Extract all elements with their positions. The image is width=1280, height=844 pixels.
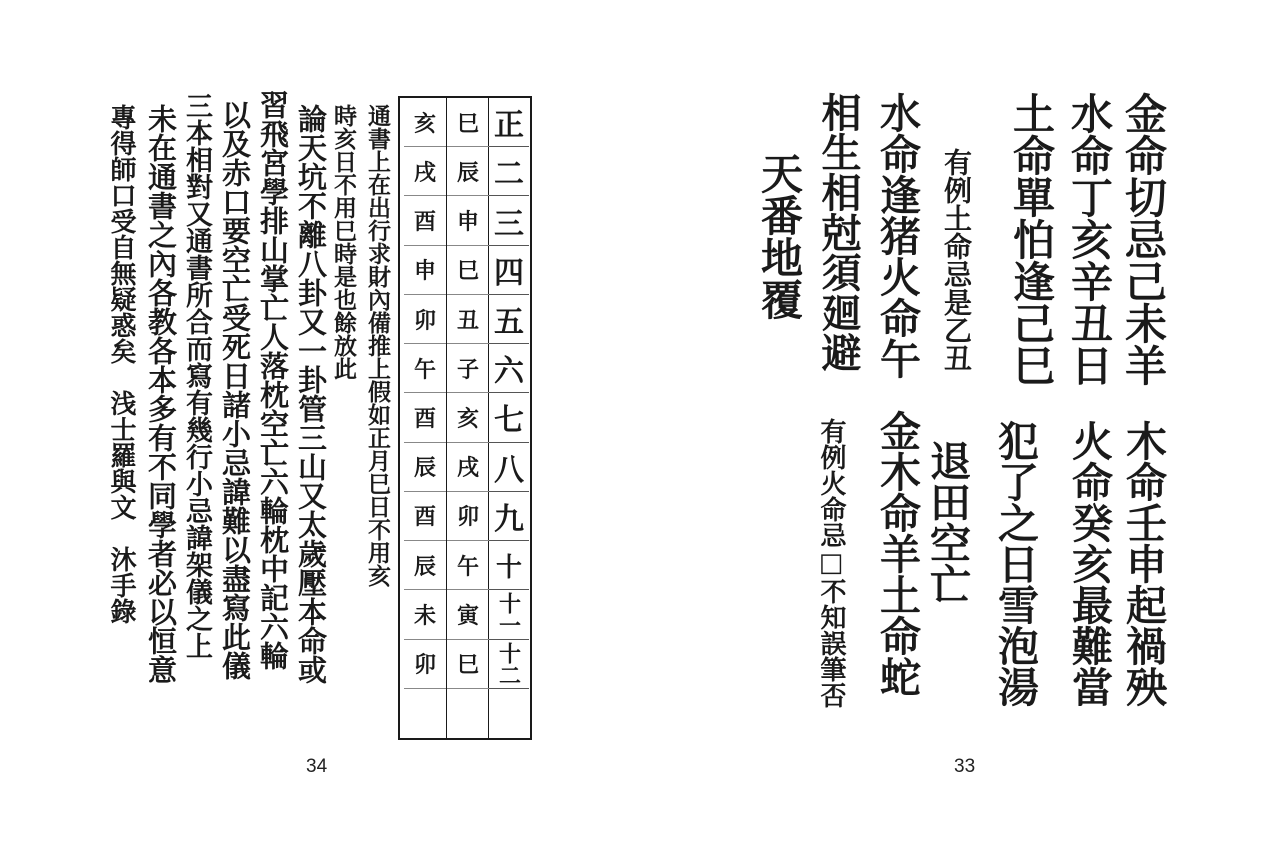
- verse-column-5: 相生相尅須廻避: [815, 92, 862, 372]
- verse-column-2: 水命丁亥辛丑日: [1065, 92, 1114, 386]
- table-cell: [404, 689, 446, 738]
- table-cell: 申: [447, 196, 489, 245]
- table-month-cell: 正: [489, 98, 529, 147]
- text-column-7: 未在通書之內各教各本多有不同學者必以恒意: [144, 104, 178, 684]
- text-column-8: 專得師口受自無疑惑矣 浅士羅與文 沐手錄: [106, 104, 136, 624]
- table-cell: 卯: [447, 492, 489, 541]
- table-cell: 酉: [404, 492, 446, 541]
- table-month-cell: 十一: [489, 590, 529, 639]
- text-column-6: 三本相對又通書所合而寫有幾行小忌諱架儀之上: [181, 92, 212, 659]
- text-column-4: 習飛宮學排山掌亡人落枕空亡六輪枕中記六輪: [256, 90, 290, 670]
- table-cell: 午: [447, 541, 489, 590]
- table-cell: [447, 689, 489, 738]
- text-column-5: 以及赤口要空亡受死日諸小忌諱難以盡寫此儀: [218, 100, 252, 680]
- table-cell: 巳: [447, 246, 489, 295]
- text-column-2: 時亥日不用巳時是也餘放此: [330, 104, 357, 380]
- note-column-1: 有例土命忌是乙丑: [940, 148, 973, 372]
- table-cell: 酉: [404, 196, 446, 245]
- table-month-cell: 三: [489, 196, 529, 245]
- note-column-2: 有例火命忌□不知誤筆否: [816, 418, 846, 708]
- table-cell: 亥: [404, 98, 446, 147]
- table-cell: 辰: [404, 541, 446, 590]
- table-month-cell: 九: [489, 492, 529, 541]
- table-month-cell: [489, 689, 529, 738]
- table-cell: 午: [404, 344, 446, 393]
- table-month-cell: 八: [489, 443, 529, 492]
- verse-column-10: 退田空亡: [923, 440, 971, 604]
- table-cell: 寅: [447, 590, 489, 639]
- table-month-cell: 五: [489, 295, 529, 344]
- text-column-1: 通書上在出行求財內備推上假如正月巳日不用亥: [364, 104, 391, 587]
- table-cell: 戌: [404, 147, 446, 196]
- table-cell: 丑: [447, 295, 489, 344]
- table-cell: 卯: [404, 640, 446, 689]
- verse-column-6: 天番地覆: [755, 152, 804, 320]
- table-month-cell: 六: [489, 344, 529, 393]
- table-cell: 卯: [404, 295, 446, 344]
- table-month-cell: 十: [489, 541, 529, 590]
- table-cell: 戌: [447, 443, 489, 492]
- verse-column-8: 火命癸亥最難當: [1065, 420, 1113, 707]
- table-month-cell: 四: [489, 246, 529, 295]
- verse-column-1: 金命切忌己未羊: [1119, 92, 1168, 386]
- verse-column-3: 土命單怕逢己巳: [1007, 92, 1056, 386]
- table-cell: 辰: [404, 443, 446, 492]
- verse-column-4: 水命逢猪火命午: [873, 92, 921, 379]
- page-33: [640, 0, 1280, 844]
- table-cell: 酉: [404, 393, 446, 442]
- verse-column-11: 金木命羊土命蛇: [873, 410, 921, 697]
- page-number: 34: [306, 756, 328, 777]
- table-cell: 巳: [447, 98, 489, 147]
- table-branch-column-a: [446, 98, 489, 738]
- page-number: 33: [954, 756, 976, 777]
- table-month-column: [488, 98, 529, 738]
- verse-column-7: 木命壬申起禍殃: [1119, 420, 1167, 707]
- table-cell: 子: [447, 344, 489, 393]
- table-month-cell: 二: [489, 147, 529, 196]
- table-cell: 申: [404, 246, 446, 295]
- table-cell: 辰: [447, 147, 489, 196]
- table-month-cell: 七: [489, 393, 529, 442]
- text-column-3: 論天坑不離八卦又一卦管三山又太歲壓本命或: [294, 104, 328, 684]
- table-cell: 亥: [447, 393, 489, 442]
- month-table: [398, 96, 532, 740]
- table-cell: 未: [404, 590, 446, 639]
- table-branch-column-b: [404, 98, 446, 738]
- verse-column-9: 犯了之日雪泡湯: [991, 420, 1039, 707]
- table-month-cell: 十二: [489, 640, 529, 689]
- table-cell: 巳: [447, 640, 489, 689]
